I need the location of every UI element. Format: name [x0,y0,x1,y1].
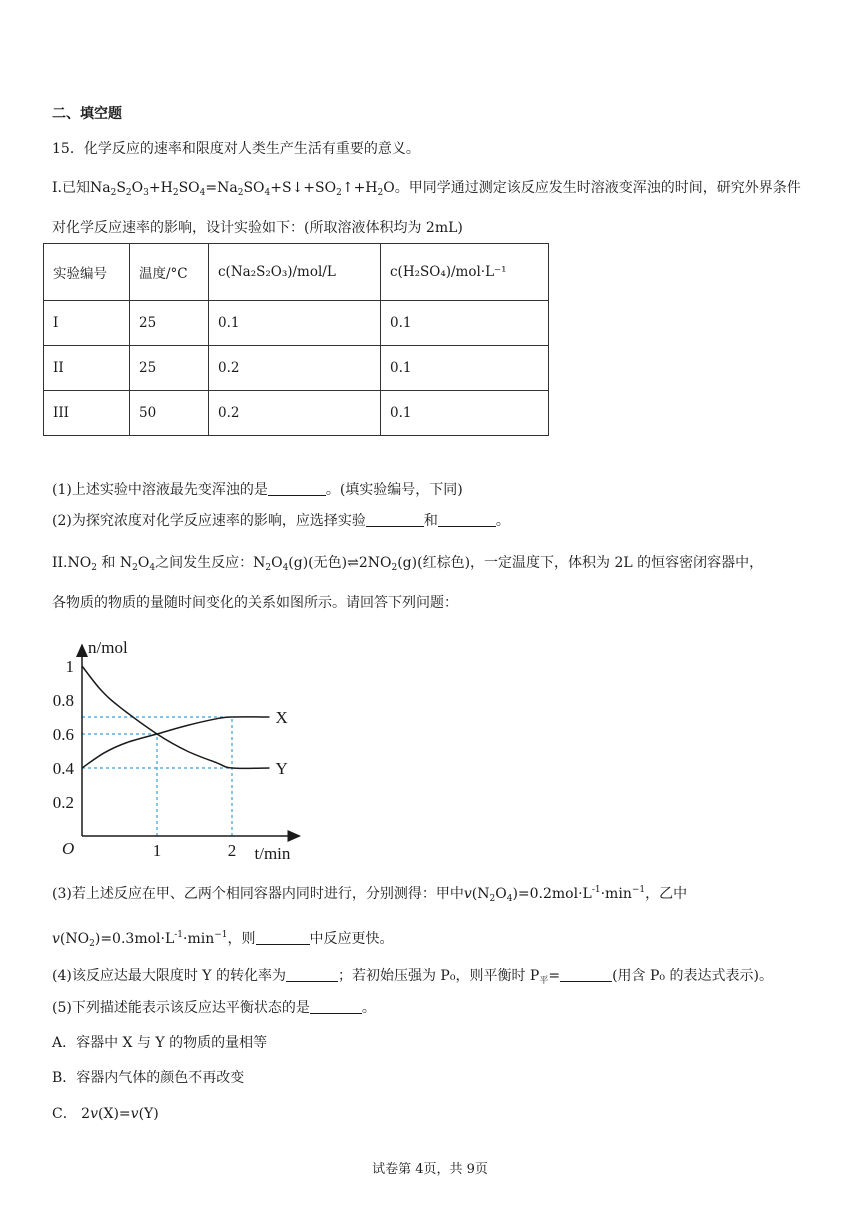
option-a: A．容器中 X 与 Y 的物质的量相等 [52,1035,268,1051]
answer-blank [286,967,338,982]
question-part1-line1 [52,178,801,203]
subquestion-3-line2: $v(NO_2)=0.3mol\cdot L^{-1}\cdot\min^{-1}$，则 中反应更快。 [52,930,394,949]
answer-blank [438,512,496,527]
question-part1-line2: 对化学反应速率的影响，设计实验如下：(所取溶液体积均为 2mL) [52,220,463,236]
table-header-cell: 温度/°C [130,244,209,301]
table-cell: 25 [130,301,209,346]
rate-no2-expression: $v(NO_2)=0.3mol\cdot L^{-1}\cdot\min^{-1}$ [52,930,228,949]
answer-blank [256,930,310,945]
section-title: 二、填空题 [52,106,122,122]
option-c: C． 2v(X)=v(Y) [52,1106,159,1122]
answer-blank [310,999,362,1014]
option-c-expression: 2v(X)=v(Y) [81,1106,159,1122]
y-axis-label: n/mol [88,638,128,657]
table-cell: 0.1 [209,301,381,346]
table-header-row [44,244,549,301]
subquestion-2: (2)为探究浓度对化学反应速率的影响，应选择实验 和 。 [52,513,510,529]
question-part2-line1: $II.NO_2$ 和 $N_2O_4$之间发生反应：$N_2O_4(g)$(无色)$\rightleftharpoons 2NO_2(g)$(红棕色)，一定温度下，体积为 2L 的恒容密闭容器中， [52,555,764,573]
chart-series-group [82,666,288,778]
no2-formula: $NO_2$ 和 $N_2O_4$ [67,555,156,573]
reaction-equation-1: $Na_2S_2O_3+H_2SO_4=Na_2SO_4+S↓+SO_2↑+H_2O$ [89,180,395,198]
x-tick-label: 2 [227,841,237,860]
x-tick-label: 1 [152,841,162,860]
question-part2-line2: 各物质的物质的量随时间变化的关系如图所示。请回答下列问题： [52,595,458,611]
answer-blank [268,481,326,496]
x-axis-label: t/min [254,844,291,863]
page-footer: 试卷第 4页，共 9页 [372,1162,488,1177]
table-cell: I [44,301,130,346]
reaction-equation-2: $N_2O_4(g)$(无色)$\rightleftharpoons 2NO_2(g)$(红棕色) [253,555,471,573]
table-header-cell: 实验编号 [44,244,130,301]
table-cell: 0.1 [381,301,549,346]
answer-blank [560,967,612,982]
table-cell: 0.1 [381,391,549,436]
series-line-x [82,717,270,768]
table-cell: 25 [130,346,209,391]
series-label-y: Y [275,759,288,778]
table-header-cell: c(H₂SO₄)/mol·L⁻¹ [381,244,549,301]
rate-n2o4-expression: $v(N_2O_4)=0.2mol\cdot L^{-1}\cdot\min^{-1}$ [463,885,646,904]
table-cell: 0.1 [381,346,549,391]
origin-label: O [62,839,75,858]
table-cell: II [44,346,130,391]
table-row [44,391,549,436]
table-cell: 0.2 [209,346,381,391]
subquestion-5: (5)下列描述能表示该反应达平衡状态的是 。 [52,1000,376,1016]
part1-prefix: I.已知 [52,180,90,196]
experiment-table [43,243,549,436]
answer-blank [366,512,424,527]
option-b: B．容器内气体的颜色不再改变 [52,1070,245,1086]
subquestion-3-line1: (3)若上述反应在甲、乙两个相同容器内同时进行，分别测得：甲中$v(N_2O_4)=0.2mol\cdot L^{-1}\cdot\min^{-1}$，乙中 [52,885,688,904]
question-stem: 15．化学反应的速率和限度对人类生产生活有重要的意义。 [52,141,420,157]
table-cell: 0.2 [209,391,381,436]
subquestion-4: (4)该反应达最大限度时 Y 的转化率为 ；若初始压强为 P₀，则平衡时 $P_平=$ (用含 P₀ 的表达式表示)。 [52,968,773,986]
y-tick-label: 0.4 [52,759,74,778]
y-tick-label: 1 [65,657,74,676]
table-row [44,346,549,391]
y-tick-label: 0.8 [52,691,74,710]
chart-tick-labels [53,657,237,860]
y-tick-label: 0.6 [52,725,74,744]
table-row [44,301,549,346]
subquestion-1: (1)上述实验中溶液最先变浑浊的是 。(填实验编号，下同) [52,482,463,498]
table-header-cell: c(Na₂S₂O₃)/mol/L [209,244,381,301]
part1-suffix: 。甲同学通过测定该反应发生时溶液变浑浊的时间，研究外界条件 [394,180,801,196]
y-tick-label: 0.2 [52,793,74,812]
table-cell: III [44,391,130,436]
mole-time-chart [48,618,308,868]
series-label-x: X [275,708,288,727]
table-cell: 50 [130,391,209,436]
